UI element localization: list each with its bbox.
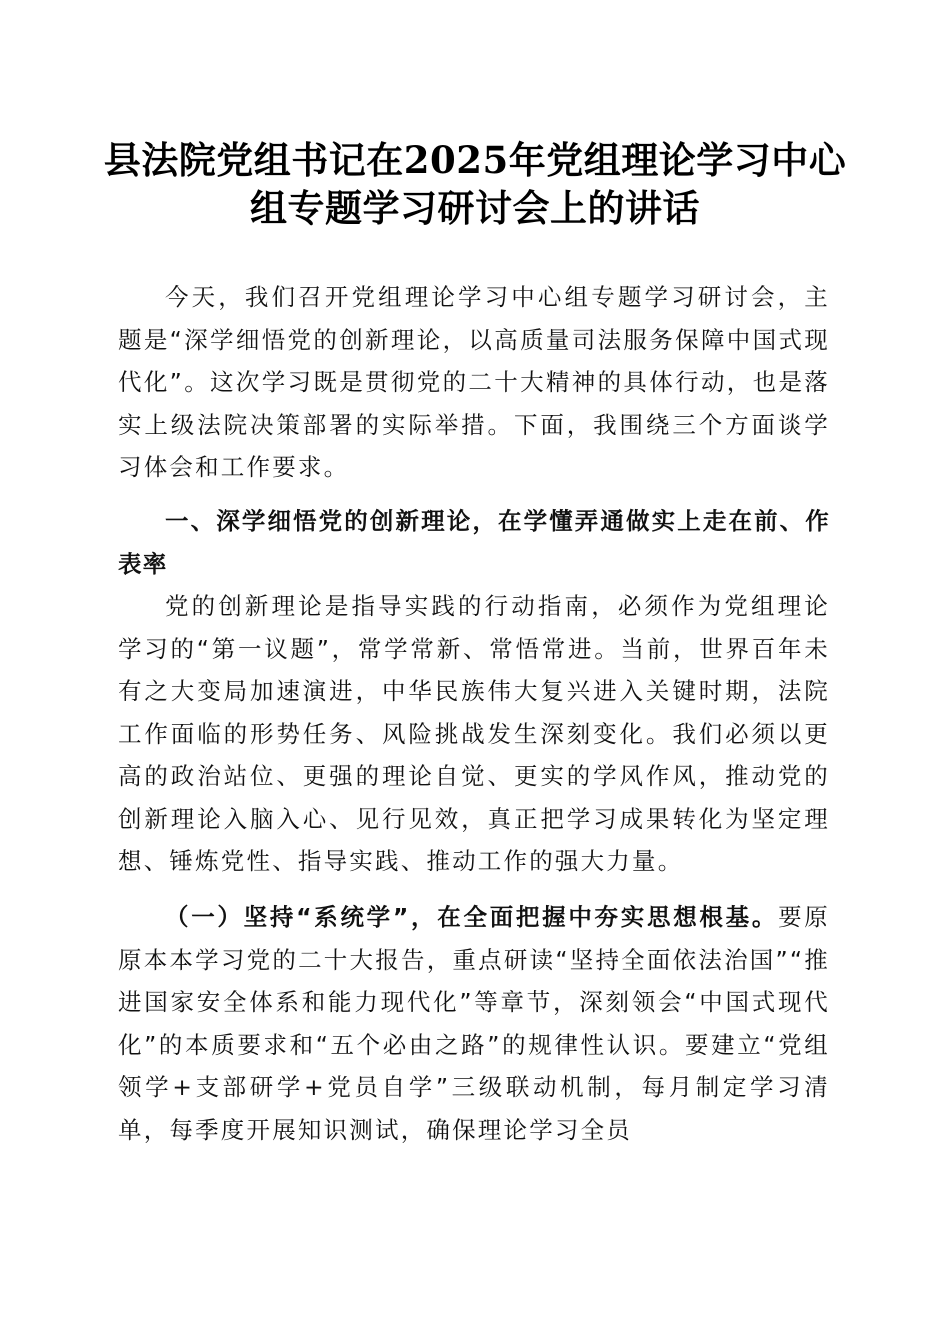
subsection-1-lead: （一）坚持“系统学”，在全面把握中夯实思想根基。 <box>165 903 779 931</box>
section-1-paragraph: 党的创新理论是指导实践的行动指南，必须作为党组理论学习的“第一议题”，常学常新、常悟常进。当前，世界百年未有之大变局加速演进，中华民族伟大复兴进入关键时期，法院工作面临的形势任务、风险挑战发生深刻变化。我们必须以更高的政治站位、更强的理论自觉、更实的学风作风，推动党的创新理论入脑入心、见行见效，真正把学习成果转化为坚定理想、锤炼党性、指导实践、推动工作的强大力量。 <box>118 592 830 875</box>
title-line-1: 县法院党组书记在2025年党组理论学习中心 <box>103 138 847 182</box>
subsection-1-paragraph <box>118 896 830 1151</box>
intro-paragraph: 今天，我们召开党组理论学习中心组专题学习研讨会，主题是“深学细悟党的创新理论，以高质量司法服务保障中国式现代化”。这次学习既是贯彻党的二十大精神的具体行动，也是落实上级法院决策部署的实际举措。下面，我围绕三个方面谈学习体会和工作要求。 <box>118 283 830 481</box>
document-title <box>100 136 850 232</box>
subsection-1-text: 要原原本本学习党的二十大报告，重点研读“坚持全面依法治国”“推进国家安全体系和能力现代化”等章节，深刻领会“中国式现代化”的本质要求和“五个必由之路”的规律性认识。要建立“党组领学+支部研学+党员自学”三级联动机制，每月制定学习清单，每季度开展知识测试，确保理论学习全员 <box>118 903 830 1144</box>
title-line-2: 组专题学习研讨会上的讲话 <box>250 186 700 230</box>
section-1-heading: 一、深学细悟党的创新理论，在学懂弄通做实上走在前、作表率 <box>118 507 830 578</box>
